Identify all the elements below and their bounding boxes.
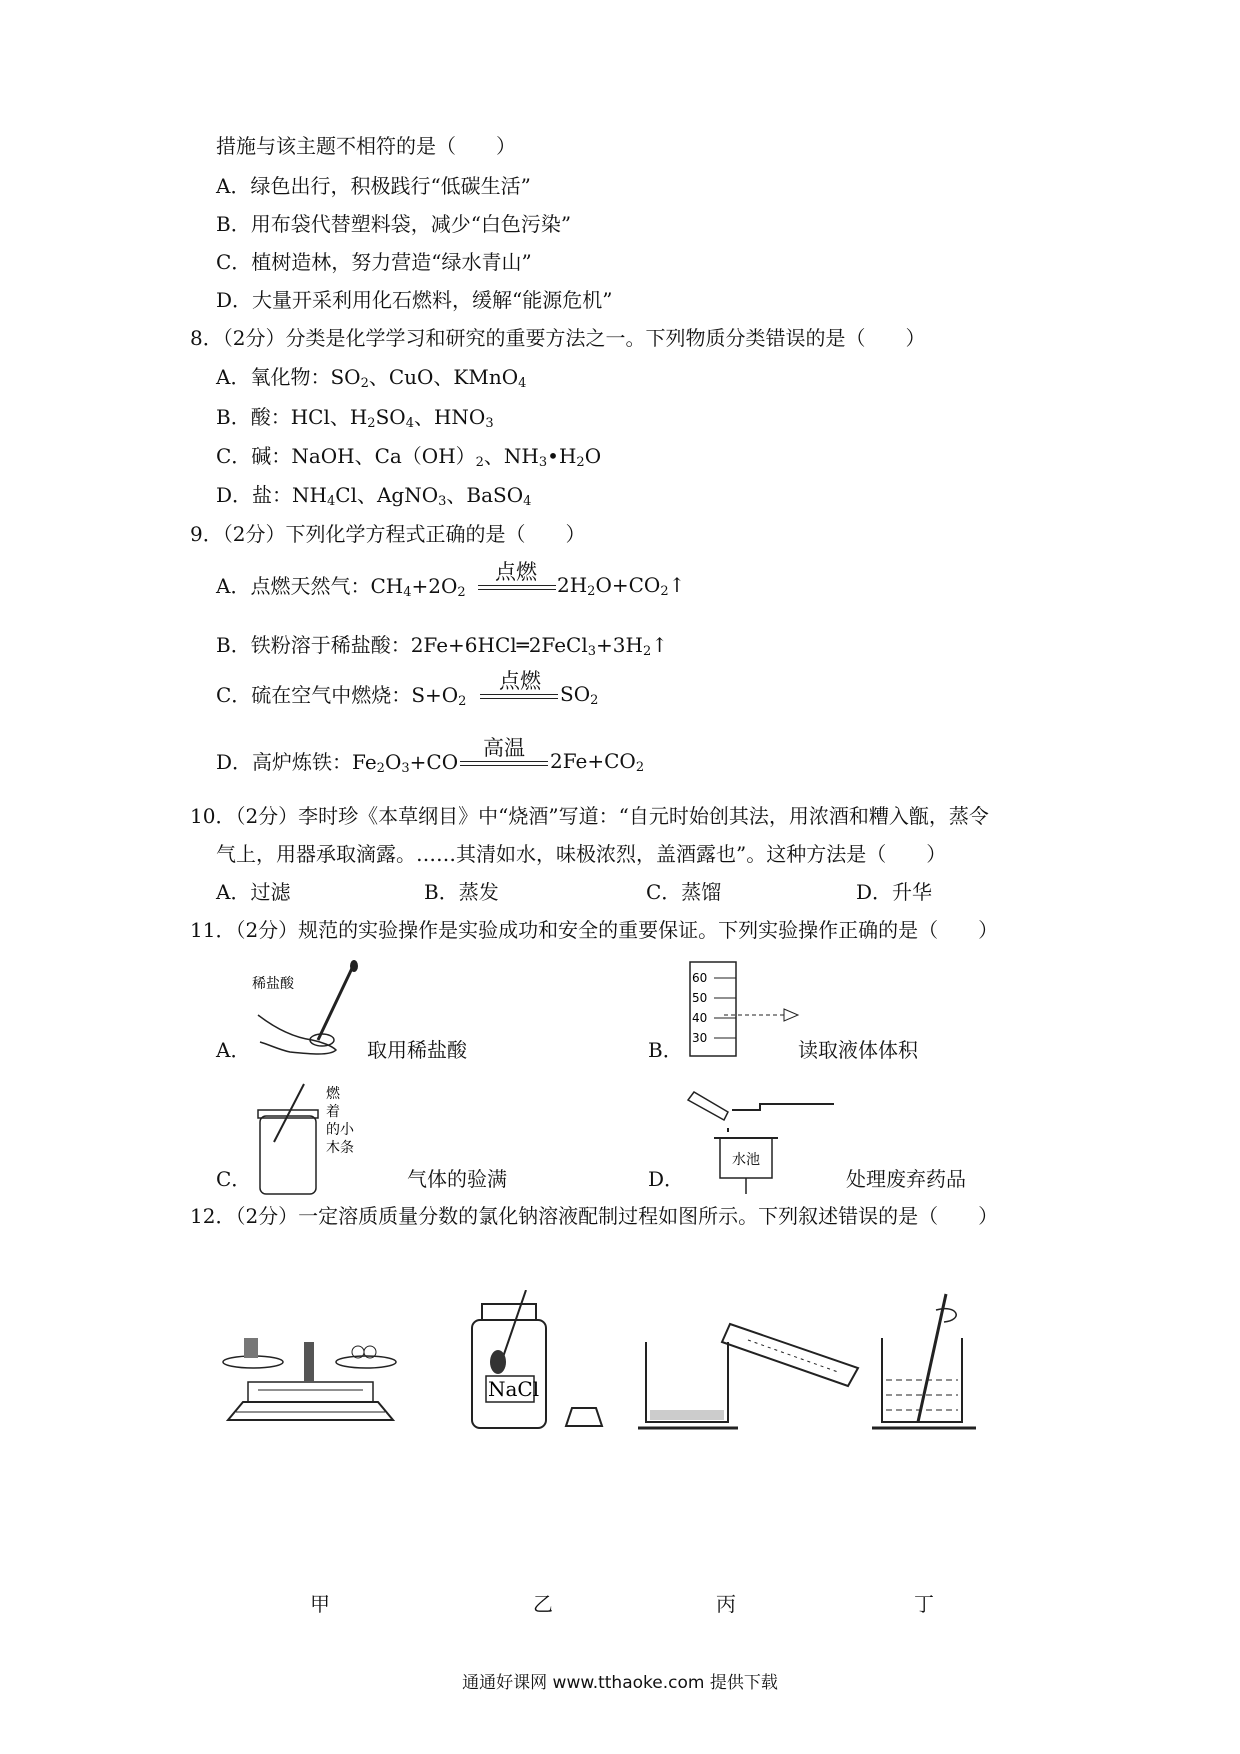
q8-option-c: C．碱：NaOH、$Ca(OH)_2$、$NH_3•H_2O$: [216, 444, 602, 470]
page-footer: 通通好课网 www.tthaoke.com 提供下载: [462, 1673, 778, 1693]
q11-c-figure: [252, 1080, 382, 1200]
weight-icon: [244, 1338, 258, 1358]
q8-option-a: A．氧化物：$SO_2$、CuO、KMnO$_4$: [216, 365, 527, 391]
q11-c-img-text: 燃: [326, 1086, 340, 1102]
q8-stem: 8．（2分）分类是化学学习和研究的重要方法之一。下列物质分类错误的是（ ）: [190, 326, 926, 350]
q11-b-figure: [684, 960, 804, 1060]
q12-bottle-label-text: NaCl: [488, 1377, 540, 1401]
q10-line2: 气上，用器承取滴露。……其清如水，味极浓烈，盖酒露也”。这种方法是（ ）: [216, 842, 947, 866]
stopper-icon: [566, 1408, 602, 1426]
q11-option-c-letter: C．: [216, 1167, 252, 1191]
q11-option-b-caption: 读取液体体积: [798, 1038, 918, 1062]
q12-label-ding: 丁: [914, 1592, 934, 1616]
q10-option-b: B．蒸发: [424, 880, 499, 904]
dropper-icon: [318, 962, 355, 1040]
tick-label: 30: [692, 1031, 708, 1045]
q9-a-arrow: [478, 585, 556, 590]
faucet-icon: [728, 1104, 834, 1132]
q9-c-products: $SO_2$: [560, 682, 599, 708]
spoon-bowl: [490, 1350, 506, 1374]
tick-label: 50: [692, 991, 708, 1005]
q10-line1: 10．（2分）李时珍《本草纲目》中“烧酒”写道：“自元时始创其法，用浓酒和糟入甑，蒸令: [190, 804, 989, 828]
q12-label-jia: 甲: [310, 1592, 330, 1616]
balance-pointer: [304, 1342, 314, 1382]
q12-bottle-figure: [468, 1290, 613, 1430]
bottle-neck: [482, 1304, 536, 1320]
right-pan-icon: [336, 1356, 396, 1368]
q12-stirring-figure: [866, 1290, 986, 1430]
q7-stem-tail: 措施与该主题不相符的是（ ）: [216, 134, 516, 158]
q7-option-b: B．用布袋代替塑料袋，减少“白色污染”: [216, 212, 572, 236]
q9-c-condition: 点燃: [499, 669, 541, 693]
q11-d-figure: [684, 1080, 844, 1200]
q9-d-condition: 高温: [483, 736, 525, 760]
q9-a-products: $2H_2O+CO_2↑$: [557, 573, 686, 599]
q12-pouring-figure: [638, 1320, 878, 1430]
q11-d-img-text: 水池: [732, 1152, 760, 1168]
q11-option-c-caption: 气体的验满: [407, 1167, 507, 1191]
q9-option-c: C．硫在空气中燃烧：$S+O_2$: [216, 683, 467, 709]
spoon-icon: [502, 1290, 526, 1360]
tick-label: 40: [692, 1011, 708, 1025]
eye-icon: [784, 1009, 798, 1021]
q11-c-img-text: 着: [326, 1104, 340, 1120]
q9-d-products: $2Fe+CO_2$: [550, 749, 645, 775]
tick-label: 60: [692, 971, 708, 985]
q11-stem: 11．（2分）规范的实验操作是实验成功和安全的重要保证。下列实验操作正确的是（ ）: [190, 918, 999, 942]
q9-c-arrow: [480, 694, 558, 699]
q8-option-d: D．盐：$NH_4Cl$、AgNO$_3$、BaSO$_4$: [216, 483, 532, 509]
q11-a-figure: [250, 960, 370, 1070]
q12-label-yi: 乙: [533, 1592, 553, 1616]
q9-option-b: B．铁粉溶于稀盐酸：$2Fe+6HCl═2FeCl_3+3H_2↑$: [216, 633, 669, 659]
q9-option-a: A．点燃天然气：$CH_4+2O_2$: [216, 574, 466, 600]
balance-body: [248, 1382, 373, 1402]
q11-c-img-text: 的小: [326, 1122, 354, 1138]
q9-option-d: D．高炉炼铁：$Fe_2O_3+CO$: [216, 750, 459, 776]
q11-option-a-letter: A．: [216, 1038, 251, 1062]
q9-stem: 9．（2分）下列化学方程式正确的是（ ）: [190, 522, 586, 546]
balance-base-icon: [228, 1402, 393, 1420]
q8-option-b: B．酸：HCl、$H_2SO_4$、$HNO_3$: [216, 405, 494, 431]
q10-option-a: A．过滤: [216, 880, 291, 904]
q12-label-bing: 丙: [716, 1592, 736, 1616]
q10-option-d: D．升华: [856, 880, 933, 904]
q11-option-d-letter: D．: [648, 1167, 685, 1191]
q9-d-arrow: [460, 761, 548, 766]
q7-option-c: C．植树造林，努力营造“绿水青山”: [216, 250, 532, 274]
beaker-liquid: [650, 1410, 724, 1420]
test-tube-icon: [688, 1092, 728, 1120]
q11-option-a-caption: 取用稀盐酸: [367, 1038, 467, 1062]
q11-option-b-letter: B．: [648, 1038, 683, 1062]
q9-a-condition: 点燃: [495, 560, 537, 584]
q7-option-a: A．绿色出行，积极践行“低碳生活”: [216, 174, 531, 198]
q10-option-c: C．蒸馏: [646, 880, 722, 904]
q11-option-d-caption: 处理废弃药品: [846, 1167, 966, 1191]
q12-stem: 12．（2分）一定溶质质量分数的氯化钠溶液配制过程如图所示。下列叙述错误的是（ ）: [190, 1204, 999, 1228]
glass-rod-icon: [918, 1294, 946, 1422]
dropper-bulb-icon: [350, 960, 358, 972]
q12-balance-figure: [218, 1320, 403, 1430]
q11-c-img-text: 木条: [326, 1140, 354, 1156]
q11-a-img-text: 稀盐酸: [252, 976, 294, 992]
q7-option-d: D．大量开采利用化石燃料，缓解“能源危机”: [216, 288, 613, 312]
gas-bottle-icon: [260, 1116, 316, 1194]
wood-stick-icon: [274, 1084, 304, 1142]
reagent-bottle-icon: [472, 1320, 546, 1428]
